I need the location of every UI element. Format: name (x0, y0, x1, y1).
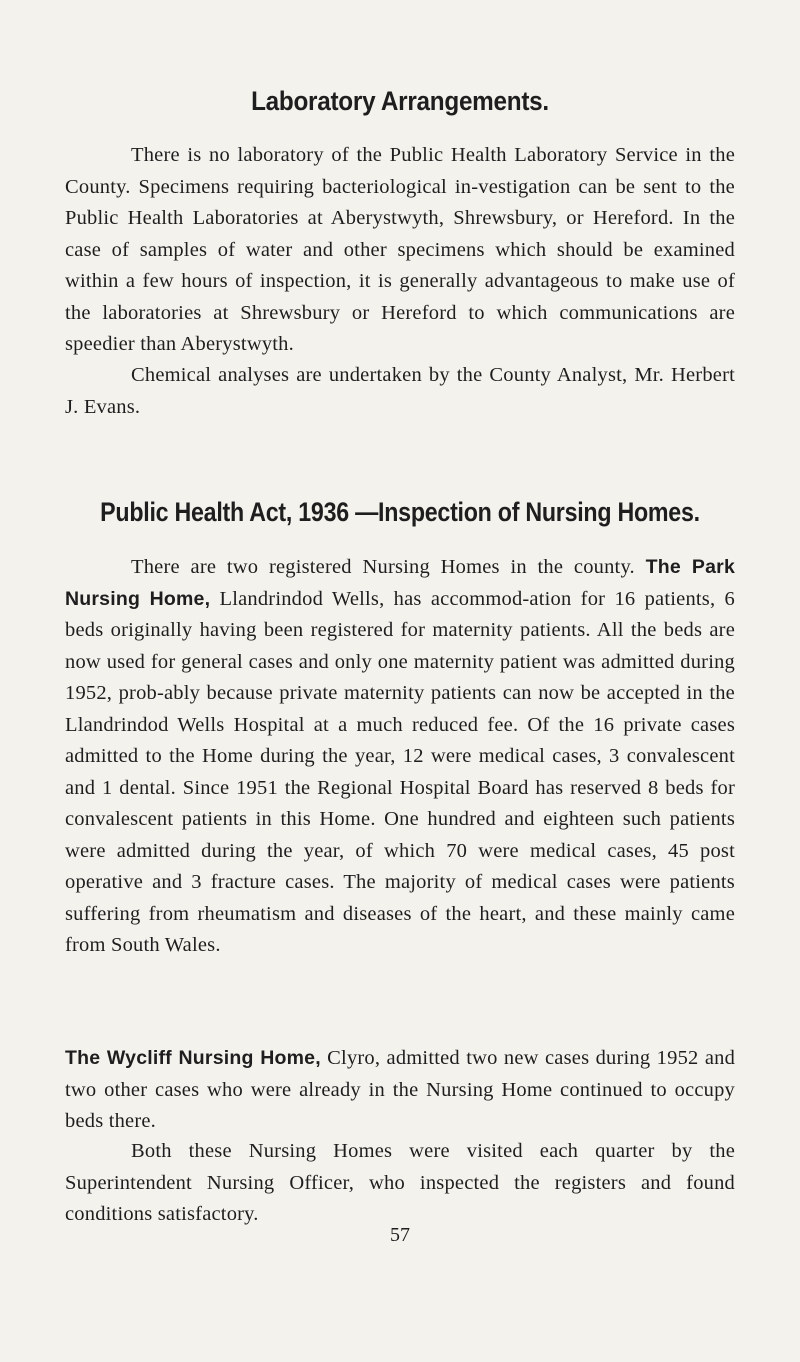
inspection-paragraph: Both these Nursing Homes were visited each quarter by the Superintendent Nursing Officer, who inspected the registers and found conditions satisfactory. (65, 1140, 735, 1225)
nursing-homes-heading: Public Health Act, 1936 —Inspection of Nursing Homes. (100, 497, 700, 527)
chemical-analyses-paragraph: Chemical analyses are undertaken by the County Analyst, Mr. Herbert J. Evans. (65, 364, 735, 418)
park-nursing-home-name: The Park Nursing Home, (65, 556, 735, 610)
laboratory-paragraph: There is no laboratory of the Public Health Laboratory Service in the County. Specimens requiring bacteriological in-vestigation can be sent to the Public Health Laboratories at Aberystwyth, Shrewsbury, or Hereford. In the case of samples of water and other specimens which should be examined within a few hours of inspection, it is generally advantageous to make use of the laboratories at Shrewsbury or Hereford to which communications are speedier than Aberystwyth. (65, 144, 735, 355)
park-nursing-home-paragraph (65, 552, 735, 962)
page-number: 57 (390, 1224, 410, 1246)
paragraph-lead-text: There are two registered Nursing Homes in the county. (131, 556, 635, 578)
wycliff-nursing-home-details: Clyro, admitted two new cases during 1952 and two other cases who were already in the Nursing Home continued to occupy beds there. (65, 1047, 736, 1132)
park-nursing-home-details: Llandrindod Wells, has accommod-ation for 16 patients, 6 beds originally having been registered for maternity patients. All the beds are now used for general cases and only one maternity patient was admitted during 1952, prob-ably because private maternity patients can now be accepted in the Llandrindod Wells Hospital at a much reduced fee. Of the 16 private cases admitted to the Home during the year, 12 were medical cases, 3 convalescent and 1 dental. Since 1951 the Regional Hospital Board has reserved 8 beds for convalescent patients in this Home. One hundred and eighteen such patients were admitted during the year, of which 70 were medical cases, 45 post operative and 3 fracture cases. The majority of medical cases were patients suffering from rheumatism and diseases of the heart, and these mainly came from South Wales. (65, 587, 735, 956)
wycliff-nursing-home-name: The Wycliff Nursing Home, (65, 1047, 321, 1069)
laboratory-arrangements-heading: Laboratory Arrangements. (251, 86, 549, 116)
wycliff-nursing-home-paragraph (65, 1043, 735, 1138)
